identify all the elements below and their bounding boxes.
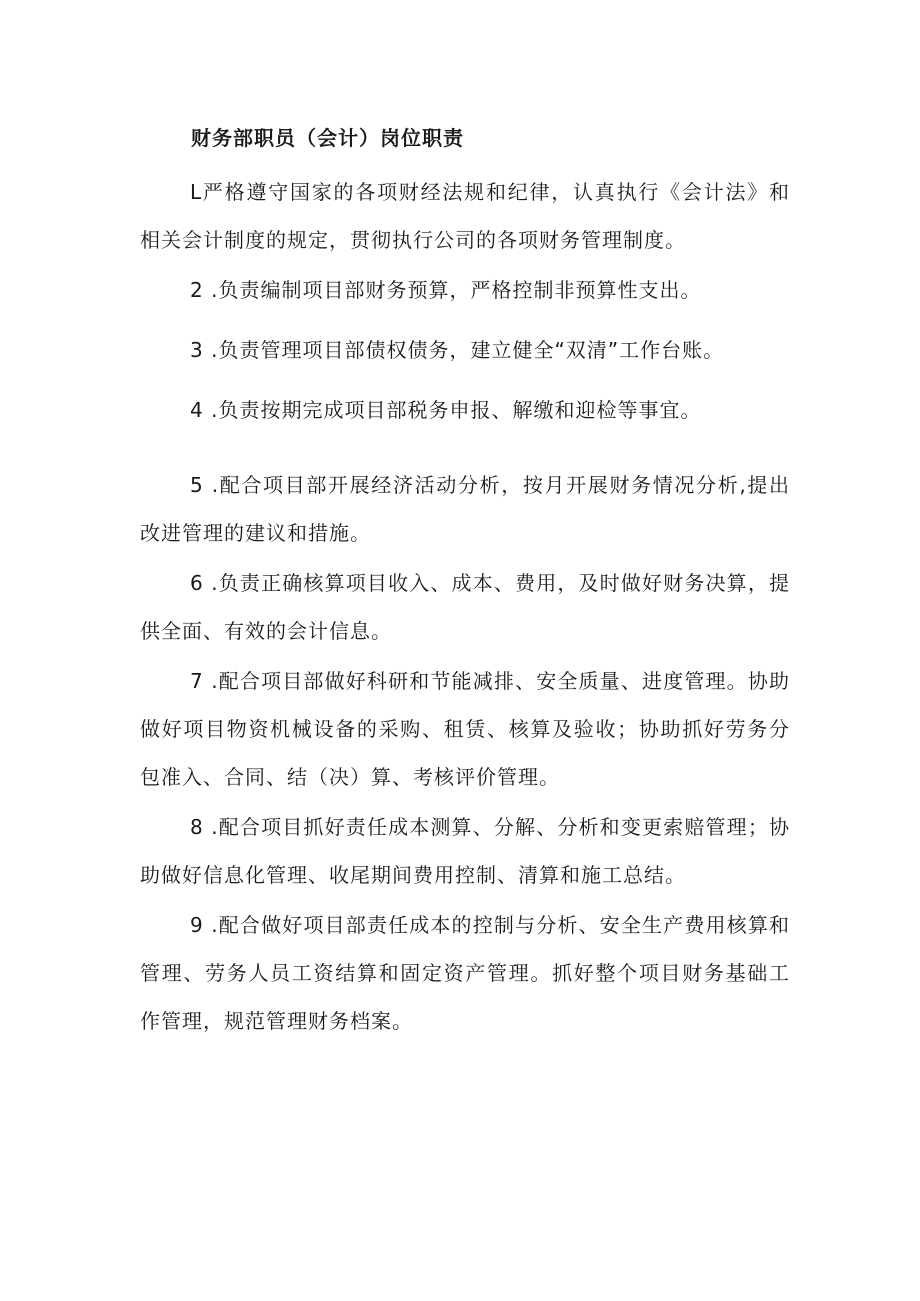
document-title: 财务部职员（会计）岗位职责 — [191, 126, 464, 150]
paragraph-2: 2 .负责编制项目部财务预算，严格控制非预算性支出。 — [190, 278, 702, 302]
paragraph-7: 7 .配合项目部做好科研和节能减排、安全质量、进度管理。协助做好项目物资机械设备的采购、租赁、核算及验收；协助抓好劳务分包准入、合同、结（决）算、考核评价管理。 — [140, 669, 790, 789]
paragraph-4: 4 .负责按期完成项目部税务申报、解缴和迎检等事宜。 — [190, 398, 702, 422]
paragraph-6: 6 .负责正确核算项目收入、成本、费用，及时做好财务决算，提供全面、有效的会计信息。 — [140, 571, 790, 643]
paragraph-8: 8 .配合项目抓好责任成本测算、分解、分析和变更索赔管理；协助做好信息化管理、收尾期间费用控制、清算和施工总结。 — [140, 815, 790, 887]
paragraph-1: L严格遵守国家的各项财经法规和纪律，认真执行《会计法》和相关会计制度的规定，贯彻执行公司的各项财务管理制度。 — [140, 180, 790, 252]
paragraph-3: 3 .负责管理项目部债权债务，建立健全“双清”工作台账。 — [190, 338, 725, 362]
paragraph-5: 5 .配合项目部开展经济活动分析，按月开展财务情况分析,提出改进管理的建议和措施。 — [140, 473, 790, 545]
paragraph-9: 9 .配合做好项目部责任成本的控制与分析、安全生产费用核算和管理、劳务人员工资结算和固定资产管理。抓好整个项目财务基础工作管理，规范管理财务档案。 — [140, 913, 790, 1033]
